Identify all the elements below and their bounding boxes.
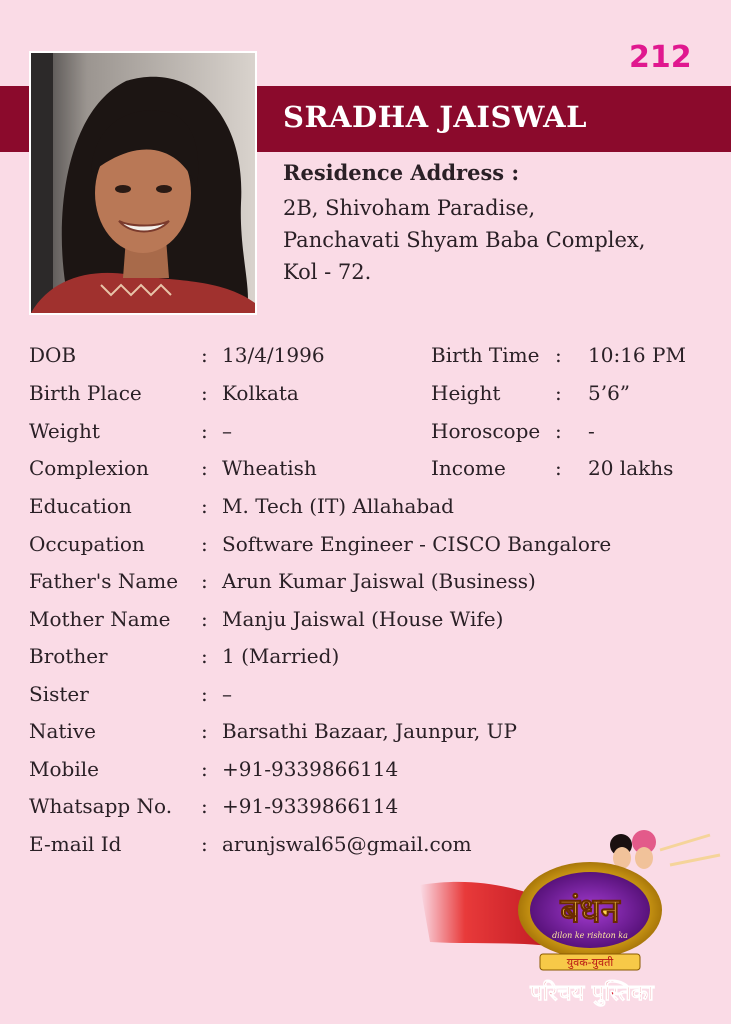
detail-label: Mother Name (29, 607, 171, 631)
detail-label: Birth Time (431, 343, 540, 367)
detail-label: Native (29, 719, 96, 743)
separator: : (201, 757, 208, 781)
detail-label: Sister (29, 682, 89, 706)
separator: : (201, 381, 208, 405)
detail-value: 1 (Married) (222, 644, 340, 668)
separator: : (201, 644, 208, 668)
separator: : (201, 719, 208, 743)
logo-caption: परिचय पुस्तिका (530, 981, 654, 1006)
detail-value: +91-9339866114 (222, 757, 399, 781)
detail-value: 5’6” (588, 381, 631, 405)
logo-tagline: dilon ke rishton ka (552, 931, 628, 940)
detail-value: +91-9339866114 (222, 794, 399, 818)
logo-title: बंधन (560, 891, 620, 931)
bandhan-logo (420, 830, 725, 1020)
detail-label: Occupation (29, 532, 145, 556)
address-line: Kol - 72. (283, 260, 372, 284)
detail-label: Height (431, 381, 501, 405)
detail-value: Manju Jaiswal (House Wife) (222, 607, 504, 631)
address-heading: Residence Address : (283, 160, 520, 185)
detail-value: - (588, 419, 595, 443)
separator: : (201, 794, 208, 818)
detail-value: Kolkata (222, 381, 299, 405)
detail-label: Education (29, 494, 132, 518)
detail-label: E-mail Id (29, 832, 122, 856)
detail-value: – (222, 419, 232, 443)
separator: : (201, 532, 208, 556)
detail-label: Father's Name (29, 569, 179, 593)
detail-value: Arun Kumar Jaiswal (Business) (222, 569, 536, 593)
detail-label: Income (431, 456, 506, 480)
separator: : (201, 682, 208, 706)
separator: : (201, 456, 208, 480)
separator: : (555, 419, 562, 443)
logo-subtitle: युवक-युवती (566, 956, 614, 969)
page-number: 212 (629, 40, 692, 75)
address-line: Panchavati Shyam Baba Complex, (283, 228, 646, 252)
detail-label: Weight (29, 419, 100, 443)
detail-value: Barsathi Bazaar, Jaunpur, UP (222, 719, 517, 743)
separator: : (555, 343, 562, 367)
detail-label: Mobile (29, 757, 99, 781)
detail-label: Birth Place (29, 381, 142, 405)
detail-label: Complexion (29, 456, 149, 480)
detail-label: DOB (29, 343, 77, 367)
address-line: 2B, Shivoham Paradise, (283, 196, 536, 220)
detail-value: – (222, 682, 232, 706)
detail-value: 20 lakhs (588, 456, 674, 480)
detail-value: Software Engineer - CISCO Bangalore (222, 532, 612, 556)
detail-label: Horoscope (431, 419, 541, 443)
detail-label: Whatsapp No. (29, 794, 173, 818)
detail-label: Brother (29, 644, 108, 668)
detail-value: arunjswal65@gmail.com (222, 832, 472, 856)
profile-photo (29, 51, 257, 315)
detail-value: M. Tech (IT) Allahabad (222, 494, 454, 518)
separator: : (201, 419, 208, 443)
detail-value: 13/4/1996 (222, 343, 325, 367)
separator: : (201, 607, 208, 631)
detail-value: 10:16 PM (588, 343, 686, 367)
separator: : (201, 494, 208, 518)
detail-value: Wheatish (222, 456, 317, 480)
separator: : (555, 456, 562, 480)
separator: : (201, 343, 208, 367)
profile-name: SRADHA JAISWAL (283, 100, 588, 134)
separator: : (201, 569, 208, 593)
separator: : (555, 381, 562, 405)
separator: : (201, 832, 208, 856)
